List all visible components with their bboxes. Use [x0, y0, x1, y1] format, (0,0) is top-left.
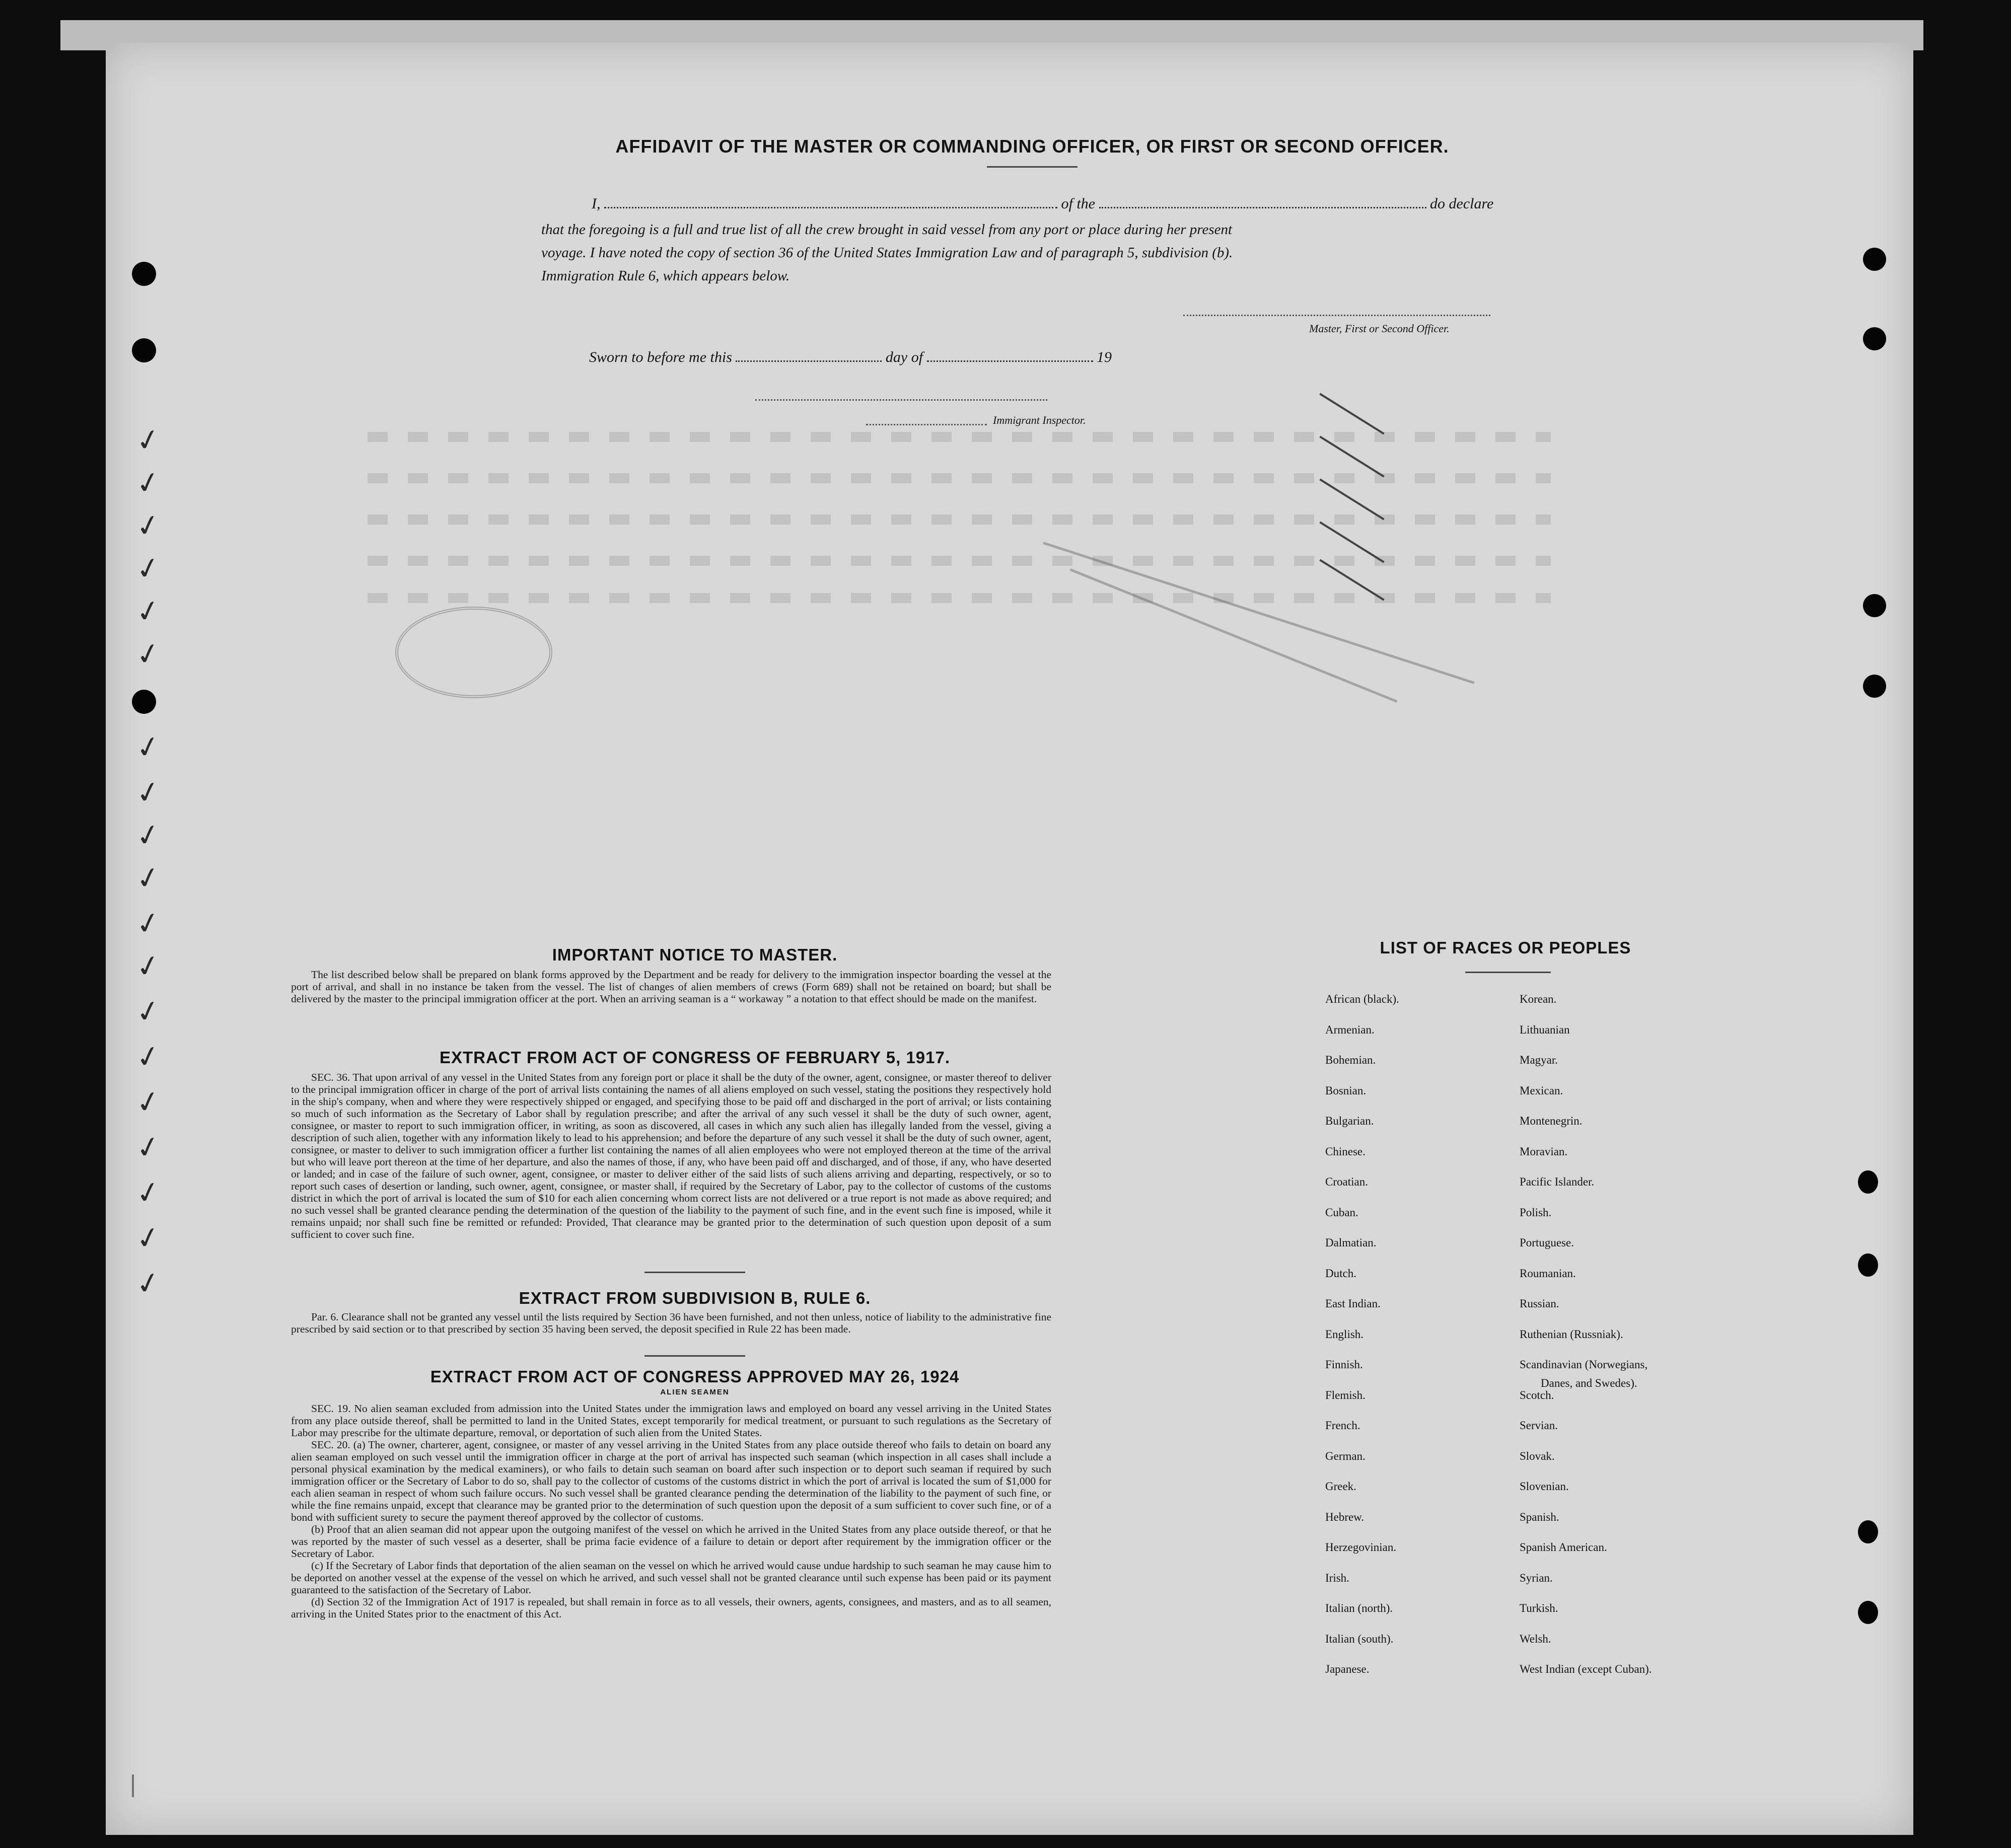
punch-hole	[1858, 1601, 1878, 1624]
sworn-date-field[interactable]	[736, 360, 882, 362]
affidavit-title: AFFIDAVIT OF THE MASTER OR COMMANDING OFFICER, OR FIRST OR SECOND OFFICER.	[615, 136, 1449, 157]
check-mark: ✓	[132, 904, 164, 943]
race-item-right-11: Ruthenian (Russniak).	[1520, 1327, 1623, 1341]
affidavit-of-the: of the	[1061, 195, 1095, 212]
sec-20a-text: SEC. 20. (a) The owner, charterer, agent, consignee, or master of any vessel arriving in the United States from any place outside thereof who fails to detain on board any alien seaman employed on such vessel until the immigration officer in charge at the port of arrival has inspected such seaman (which inspection in all cases shall include a personal physical examination by the medical examiners), or who fails to detain such seaman on board after such inspection or to deport such seaman if required by such immigration officer or the Secretary of Labor to do so, shall pay to the collector of customs of the customs district in which the port of arrival is located the sum of $1,000 for each alien seaman in respect of whom such failure occurs. No such vessel shall be granted clearance pending the determination of the liability to the payment of such fine, or while the fine remains unpaid, except that clearance may be granted prior to the determination of such question upon the deposit of a sum sufficient to cover such fine, or of a bond with sufficient surety to secure the payment thereof approved by the collector of customs.	[291, 1439, 1051, 1523]
race-item-left-2: Bohemian.	[1325, 1054, 1376, 1066]
race-item-right-22: West Indian (except Cuban).	[1520, 1663, 1652, 1675]
inspector-signature-line-top[interactable]	[755, 399, 1047, 401]
race-item-left-13: Flemish.	[1325, 1388, 1366, 1401]
affidavit-line3: voyage. I have noted the copy of section 36 of the United States Immigration Law and of paragraph 5, subdivision (b).	[541, 245, 1233, 261]
affidavit-line2: that the foregoing is a full and true list of all the crew brought in said vessel from any port or place during her present	[541, 221, 1233, 238]
punch-hole	[1863, 248, 1886, 271]
check-mark: ✓	[132, 1264, 164, 1303]
notice-title: IMPORTANT NOTICE TO MASTER.	[552, 945, 838, 964]
punch-hole	[1858, 1253, 1878, 1277]
race-item-right-8: Portuguese.	[1520, 1236, 1574, 1249]
divider	[987, 166, 1078, 168]
extract-1924-title: EXTRACT FROM ACT OF CONGRESS APPROVED MAY 26, 1924	[430, 1367, 960, 1386]
race-item-right-2: Magyar.	[1520, 1054, 1558, 1066]
bleed-through-row	[368, 473, 1551, 483]
race-item-right-4: Montenegrin.	[1520, 1115, 1583, 1127]
master-signature-line[interactable]	[1183, 315, 1490, 316]
affidavit-do-declare: do declare	[1430, 195, 1494, 212]
extract-1924-body	[291, 1402, 1051, 1620]
race-item-right-15: Slovak.	[1520, 1449, 1555, 1462]
punch-hole	[132, 262, 156, 286]
race-item-right-10: Russian.	[1520, 1297, 1559, 1310]
race-item-left-5: Chinese.	[1325, 1145, 1366, 1158]
vessel-field[interactable]	[1099, 206, 1426, 208]
race-item-right-20: Turkish.	[1520, 1602, 1558, 1614]
extract-1917-text: SEC. 36. That upon arrival of any vessel in the United States from any foreign port or place it shall be the duty of the owner, agent, consignee, or master thereof to deliver to the principal immigration officer in charge of the port of arrival lists containing the names of all aliens employed on such vessel, stating the positions they respectively hold in the ship's company, when and where they were respectively shipped or engaged, and specifying those to be paid off and discharged in the port of arrival; or lists containing so much of such information as the Secretary of Labor shall by regulation prescribe; and after the arrival of any such vessel it shall be the duty of such owner, agent, consignee, or master to report to such immigration officer, in writing, as soon as discovered, all cases in which any such alien has illegally landed from the vessel, giving a description of such alien, together with any information likely to lead to his apprehension; and before the departure of any such vessel it shall be the duty of such owner, agent, consignee, or master to deliver to such immigration officer a further list containing the names of all alien employees who were not employed thereon at the time of the arrival but who will leave port thereon at the time of her departure, and also the names of those, if any, who have been paid off and discharged, and of those, if any, who have deserted or landed; and in case of the failure of such owner, agent, consignee, or master to deliver either of the said lists of such aliens arriving and departing, respectively, or so to report such cases of desertion or landing, such owner, agent, consignee, or master shall, if required by the Secretary of Labor, pay to the collector of customs of the customs district in which the port of arrival is located the sum of $10 for each alien concerning whom correct lists are not delivered or a true report is not made as above required; and no such vessel shall be granted clearance pending the determination of the question of the liability to the payment of such fine, and in the event such fine is imposed, while it remains unpaid; nor shall such fine be remitted or refunded: Provided, That clearance may be granted prior to the determination of such question upon deposit of a sum sufficient to cover such fine.	[291, 1071, 1051, 1240]
bleed-through-row	[368, 432, 1551, 442]
check-mark: ✓	[132, 858, 164, 898]
sec-19-text: SEC. 19. No alien seaman excluded from admission into the United States under the immigration laws and employed on board any vessel arriving in the United States from any place outside thereof, shall be permitted to land in the United States, except temporarily for medical treatment, or pursuant to such regulations as the Secretary of Labor may prescribe for the ultimate departure, removal, or deportation of such alien from the United States.	[291, 1402, 1051, 1439]
race-item-left-12: Finnish.	[1325, 1358, 1363, 1371]
inspector-label: Immigrant Inspector.	[993, 414, 1086, 426]
divider	[1465, 972, 1551, 973]
affidavit-i: I,	[592, 195, 601, 212]
race-item-left-9: Dutch.	[1325, 1267, 1356, 1280]
check-mark: ✓	[132, 420, 164, 460]
bleed-through-row	[368, 556, 1551, 566]
check-mark: ✓	[132, 1037, 164, 1076]
race-item-left-4: Bulgarian.	[1325, 1115, 1374, 1127]
race-item-right-0: Korean.	[1520, 993, 1557, 1005]
race-item-left-19: Irish.	[1325, 1571, 1349, 1584]
race-item-left-22: Japanese.	[1325, 1663, 1370, 1675]
check-mark: ✓	[132, 1082, 164, 1122]
races-title: LIST OF RACES OR PEOPLES	[1380, 938, 1631, 957]
official-stamp	[395, 607, 552, 698]
race-item-left-11: English.	[1325, 1327, 1364, 1341]
inspector-signature-line[interactable]	[866, 424, 987, 425]
month-field[interactable]	[927, 360, 1093, 362]
check-mark: ✓	[132, 1128, 164, 1167]
race-item-right-5: Moravian.	[1520, 1145, 1568, 1158]
race-item-right-1: Lithuanian	[1520, 1023, 1570, 1036]
rule6-title: EXTRACT FROM SUBDIVISION B, RULE 6.	[519, 1289, 871, 1307]
extract-1924-subtitle: ALIEN SEAMEN	[660, 1388, 730, 1396]
race-item-right-7: Polish.	[1520, 1206, 1552, 1219]
race-item-left-8: Dalmatian.	[1325, 1236, 1377, 1249]
race-item-left-1: Armenian.	[1325, 1023, 1375, 1036]
rule6-text: Par. 6. Clearance shall not be granted any vessel until the lists required by Section 36 have been furnished, and not then unless, notice of liability to the administrative fine prescribed by said section or to that prescribed by section 35 having been served, the deposit specified in Rule 22 has been made.	[291, 1311, 1051, 1335]
punch-hole	[1863, 675, 1886, 698]
race-item-left-3: Bosnian.	[1325, 1084, 1367, 1097]
punch-hole	[1863, 594, 1886, 617]
check-mark: ✓	[132, 992, 164, 1031]
sworn-line	[589, 349, 1112, 366]
race-item-right-17: Spanish.	[1520, 1510, 1559, 1523]
day-of-label: day of	[885, 349, 923, 365]
race-item-right-16: Slovenian.	[1520, 1480, 1569, 1493]
check-mark: ✓	[132, 727, 164, 767]
divider	[644, 1355, 745, 1357]
race-item-left-0: African (black).	[1325, 993, 1399, 1005]
punch-hole	[132, 690, 156, 714]
master-signature-label: Master, First or Second Officer.	[1309, 322, 1450, 335]
race-item-right-14: Servian.	[1520, 1419, 1558, 1432]
race-item-left-16: Greek.	[1325, 1480, 1356, 1493]
race-item-left-20: Italian (north).	[1325, 1602, 1393, 1614]
divider	[644, 1272, 745, 1273]
check-mark: ✓	[132, 946, 164, 986]
punch-hole	[132, 338, 156, 362]
check-mark: ✓	[132, 816, 164, 855]
check-mark: ✓	[132, 1218, 164, 1258]
check-mark: ✓	[132, 506, 164, 545]
punch-hole	[1858, 1520, 1878, 1543]
margin-mark-bottom	[132, 1775, 148, 1797]
race-item-left-21: Italian (south).	[1325, 1632, 1394, 1645]
race-item-left-17: Hebrew.	[1325, 1510, 1364, 1523]
bleed-through-row	[368, 514, 1551, 525]
race-item-right-12: Scandinavian (Norwegians,	[1520, 1358, 1648, 1371]
race-item-right-19: Syrian.	[1520, 1571, 1553, 1584]
check-mark: ✓	[132, 592, 164, 631]
check-mark: ✓	[132, 463, 164, 502]
race-item-left-18: Herzegovinian.	[1325, 1541, 1397, 1554]
race-item-left-7: Cuban.	[1325, 1206, 1358, 1219]
race-item-right-13: Scotch.	[1520, 1388, 1554, 1401]
race-item-right-9: Roumanian.	[1520, 1267, 1576, 1280]
race-item-left-14: French.	[1325, 1419, 1360, 1432]
race-item-scandinavian-cont: Danes, and Swedes).	[1541, 1377, 1637, 1389]
notice-text: The list described below shall be prepared on blank forms approved by the Department and be ready for delivery to the immigration inspector boarding the vessel at the port of arrival, and shall in no instance be taken from the vessel. The list of changes of alien members of crews (Form 689) shall not be retained on board; but shall be delivered by the master to the principal immigration officer at the port. When an arriving seaman is a “ workaway ” a notation to that effect should be made on the manifest.	[291, 969, 1051, 1005]
sworn-label: Sworn to before me this	[589, 349, 732, 365]
race-item-right-3: Mexican.	[1520, 1084, 1563, 1097]
race-item-left-15: German.	[1325, 1449, 1366, 1462]
name-field[interactable]	[604, 206, 1057, 208]
race-item-left-10: East Indian.	[1325, 1297, 1381, 1310]
check-mark: ✓	[132, 634, 164, 674]
sec-20d-text: (d) Section 32 of the Immigration Act of 1917 is repealed, but shall remain in force as to all vessels, their owners, agents, consignees, and masters, and as to all seamen, arriving in the United States prior to the enactment of this Act.	[291, 1596, 1051, 1620]
affidavit-line4: Immigration Rule 6, which appears below.	[541, 268, 790, 284]
punch-hole	[1863, 327, 1886, 350]
sec-20b-text: (b) Proof that an alien seaman did not appear upon the outgoing manifest of the vessel on which he arrived in the United States from any place outside thereof, or that he was reported by the master of such vessel as a deserter, shall be prima facie evidence of a failure to detain or deport after requirement by the immigration officer or the Secretary of Labor.	[291, 1523, 1051, 1560]
punch-hole	[1858, 1170, 1878, 1194]
race-item-right-21: Welsh.	[1520, 1632, 1551, 1645]
race-item-right-6: Pacific Islander.	[1520, 1175, 1595, 1188]
sec-20c-text: (c) If the Secretary of Labor finds that deportation of the alien seaman on the vessel on which he arrived would cause undue hardship to such seaman he may cause him to be deported on another vessel at the expense of the vessel on which he arrived, and such vessel shall not be granted clearance until such expense has been paid or its payment guaranteed to the satisfaction of the Secretary of Labor.	[291, 1560, 1051, 1596]
check-mark: ✓	[132, 549, 164, 588]
year-label: 19	[1097, 349, 1112, 365]
check-mark: ✓	[132, 773, 164, 812]
check-mark: ✓	[132, 1173, 164, 1212]
race-item-left-6: Croatian.	[1325, 1175, 1368, 1188]
extract-1917-title: EXTRACT FROM ACT OF CONGRESS OF FEBRUARY 5, 1917.	[439, 1048, 951, 1067]
affidavit-line1	[592, 195, 1493, 212]
race-item-right-18: Spanish American.	[1520, 1541, 1607, 1554]
